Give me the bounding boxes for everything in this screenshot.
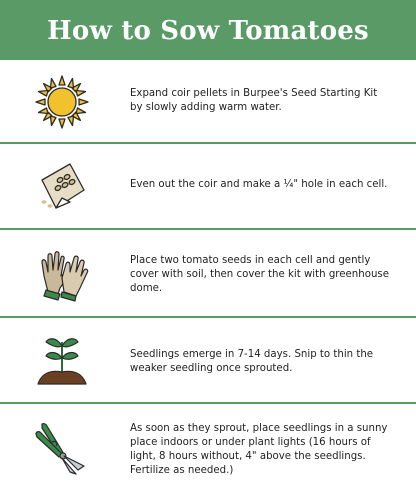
- gardening-gloves-icon: [34, 246, 90, 302]
- page-title: How to Sow Tomatoes: [47, 16, 369, 46]
- seedling-icon: [34, 332, 90, 388]
- step-2-text: Even out the coir and make a ¼" hole in each cell.: [130, 179, 388, 190]
- step-2: [0, 144, 416, 228]
- step-5: [0, 404, 416, 493]
- step-1-text: Expand coir pellets in Burpee's Seed Starting Kit by slowly adding warm water.: [130, 88, 378, 113]
- seed-packet-icon: [34, 158, 90, 214]
- sun-icon: [34, 74, 90, 130]
- step-4-text: Seedlings emerge in 7-14 days. Snip to thin the weaker seedling once sprouted.: [130, 349, 374, 374]
- step-5-text: As soon as they sprout, place seedlings in a sunny place indoors or under plant lights (16 hours of light, 8 hours without, 4" above the seedlings. Fertilize as needed.): [130, 423, 388, 476]
- step-1: [0, 62, 416, 142]
- header-banner: [0, 0, 416, 60]
- step-3-text: Place two tomato seeds in each cell and gently cover with soil, then cover the kit with greenhouse dome.: [130, 255, 389, 294]
- step-4: [0, 318, 416, 402]
- step-3: [0, 230, 416, 316]
- pruning-shears-icon: [34, 420, 90, 476]
